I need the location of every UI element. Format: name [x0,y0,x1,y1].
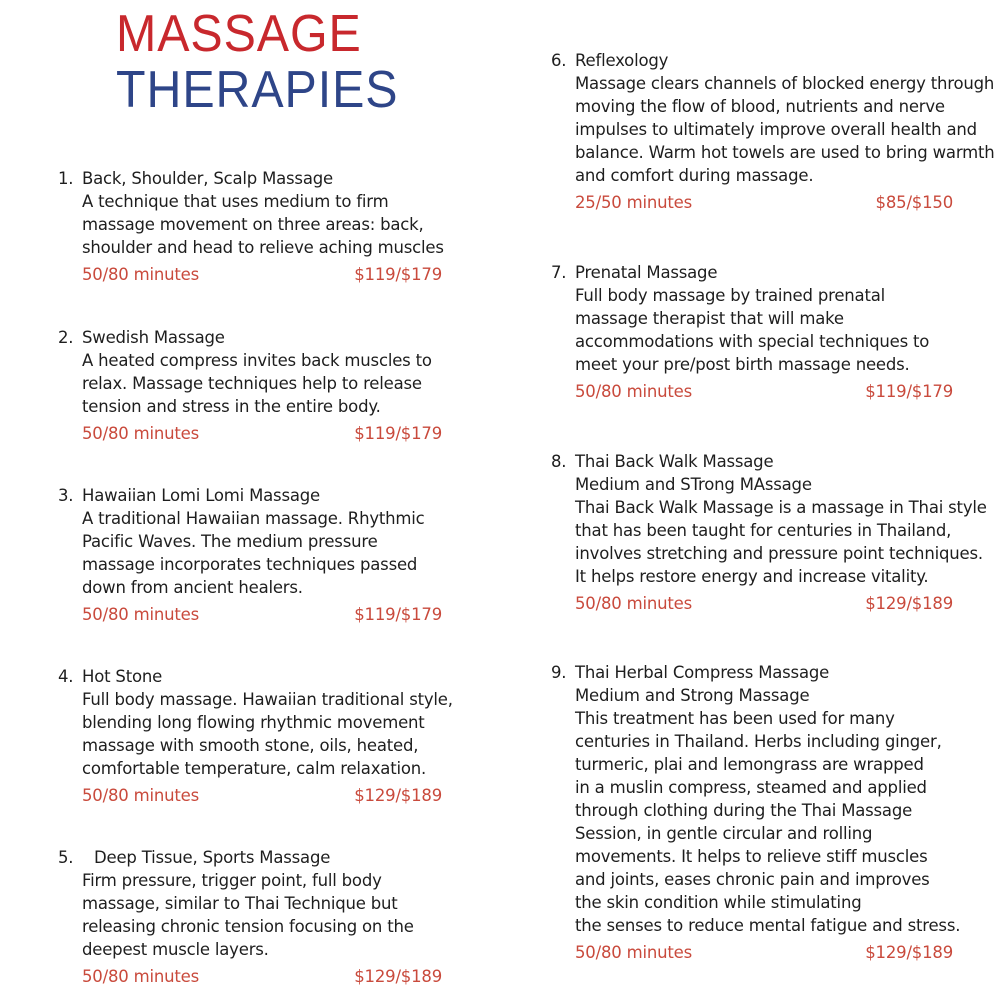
service-desc-line: through clothing during the Thai Massage [575,801,913,820]
service-desc-line: It helps restore energy and increase vitality. [575,567,929,586]
service-number: 9. [551,663,567,682]
service-desc-line: deepest muscle layers. [82,940,269,959]
service-number: 6. [551,51,567,70]
service-duration: 50/80 minutes [82,265,199,284]
service-duration: 50/80 minutes [82,424,199,443]
service-item-2 [58,326,442,445]
service-desc-line: massage, similar to Thai Technique but [82,894,398,913]
service-duration: 50/80 minutes [575,382,692,401]
service-desc-line: relax. Massage techniques help to release [82,374,422,393]
service-name: Back, Shoulder, Scalp Massage [82,169,333,188]
service-desc-line: shoulder and head to relieve aching muscles [82,238,444,257]
service-desc-line: the senses to reduce mental fatigue and stress. [575,916,961,935]
title-line-massage: MASSAGE [116,5,362,63]
service-duration: 50/80 minutes [575,594,692,613]
service-name: Prenatal Massage [575,263,718,282]
service-desc-line: massage incorporates techniques passed [82,555,418,574]
service-number: 5. [58,848,74,867]
service-number: 1. [58,169,74,188]
service-desc-line: A heated compress invites back muscles to [82,351,432,370]
service-number: 3. [58,486,74,505]
service-item-9 [551,661,960,964]
service-item-7 [551,261,953,403]
price-row [82,422,442,445]
title-line-therapies: THERAPIES [116,61,399,119]
service-desc-line: and comfort during massage. [575,166,814,185]
service-desc-line: Session, in gentle circular and rolling [575,824,873,843]
service-number: 2. [58,328,74,347]
service-price: $129/$189 [354,967,442,986]
service-price: $119/$179 [354,424,442,443]
service-desc-line: that has been taught for centuries in Thailand, [575,521,952,540]
service-subtitle: Medium and STrong MAssage [575,475,812,494]
service-item-5 [58,846,442,988]
service-desc-line: Thai Back Walk Massage is a massage in Thai style [575,498,987,517]
service-desc-line: massage with smooth stone, oils, heated, [82,736,419,755]
service-name: Swedish Massage [82,328,225,347]
service-price: $129/$189 [354,786,442,805]
service-desc-line: impulses to ultimately improve overall health and [575,120,977,139]
service-desc-line: This treatment has been used for many [575,709,895,728]
service-desc-line: and joints, eases chronic pain and improves [575,870,930,889]
service-item-4 [58,665,453,807]
price-row [82,263,442,286]
service-desc-line: releasing chronic tension focusing on the [82,917,414,936]
service-desc-line: movements. It helps to relieve stiff muscles [575,847,928,866]
service-desc-line: balance. Warm hot towels are used to bring warmth [575,143,995,162]
service-desc-line: A traditional Hawaiian massage. Rhythmic [82,509,425,528]
service-price: $85/$150 [875,193,953,212]
service-item-1 [58,167,444,286]
price-row [82,603,442,626]
service-desc-line: the skin condition while stimulating [575,893,862,912]
service-desc-line: centuries in Thailand. Herbs including ginger, [575,732,942,751]
service-desc-line: involves stretching and pressure point techniques. [575,544,983,563]
service-duration: 50/80 minutes [82,967,199,986]
price-row [575,380,953,403]
service-desc-line: Pacific Waves. The medium pressure [82,532,378,551]
service-name: Thai Back Walk Massage [575,452,774,471]
service-desc-line: turmeric, plai and lemongrass are wrapped [575,755,924,774]
service-number: 8. [551,452,567,471]
service-item-3 [58,484,442,626]
service-number: 7. [551,263,567,282]
service-desc-line: down from ancient healers. [82,578,303,597]
service-name: Hawaiian Lomi Lomi Massage [82,486,320,505]
price-row [575,941,953,964]
service-desc-line: moving the flow of blood, nutrients and nerve [575,97,945,116]
service-price: $119/$179 [354,605,442,624]
service-number: 4. [58,667,74,686]
service-desc-line: Full body massage. Hawaiian traditional style, [82,690,453,709]
service-name: Thai Herbal Compress Massage [575,663,830,682]
service-duration: 50/80 minutes [575,943,692,962]
service-name: Deep Tissue, Sports Massage [94,848,331,867]
service-price: $129/$189 [865,594,953,613]
service-price: $119/$179 [354,265,442,284]
service-item-6 [551,49,995,214]
service-duration: 50/80 minutes [82,605,199,624]
service-duration: 25/50 minutes [575,193,692,212]
service-price: $119/$179 [865,382,953,401]
service-desc-line: in a muslin compress, steamed and applied [575,778,927,797]
service-desc-line: Full body massage by trained prenatal [575,286,886,305]
service-subtitle: Medium and Strong Massage [575,686,810,705]
service-desc-line: comfortable temperature, calm relaxation. [82,759,427,778]
service-desc-line: massage movement on three areas: back, [82,215,424,234]
service-desc-line: tension and stress in the entire body. [82,397,381,416]
service-duration: 50/80 minutes [82,786,199,805]
service-desc-line: meet your pre/post birth massage needs. [575,355,910,374]
price-row [575,191,953,214]
service-name: Hot Stone [82,667,163,686]
price-row [82,784,442,807]
service-desc-line: A technique that uses medium to firm [82,192,389,211]
service-desc-line: Firm pressure, trigger point, full body [82,871,382,890]
service-desc-line: accommodations with special techniques to [575,332,930,351]
service-desc-line: Massage clears channels of blocked energy through [575,74,995,93]
service-desc-line: blending long flowing rhythmic movement [82,713,425,732]
service-item-8 [551,450,987,615]
service-price: $129/$189 [865,943,953,962]
service-name: Reflexology [575,51,669,70]
price-row [82,965,442,988]
page-title [116,6,420,118]
service-desc-line: massage therapist that will make [575,309,844,328]
price-row [575,592,953,615]
